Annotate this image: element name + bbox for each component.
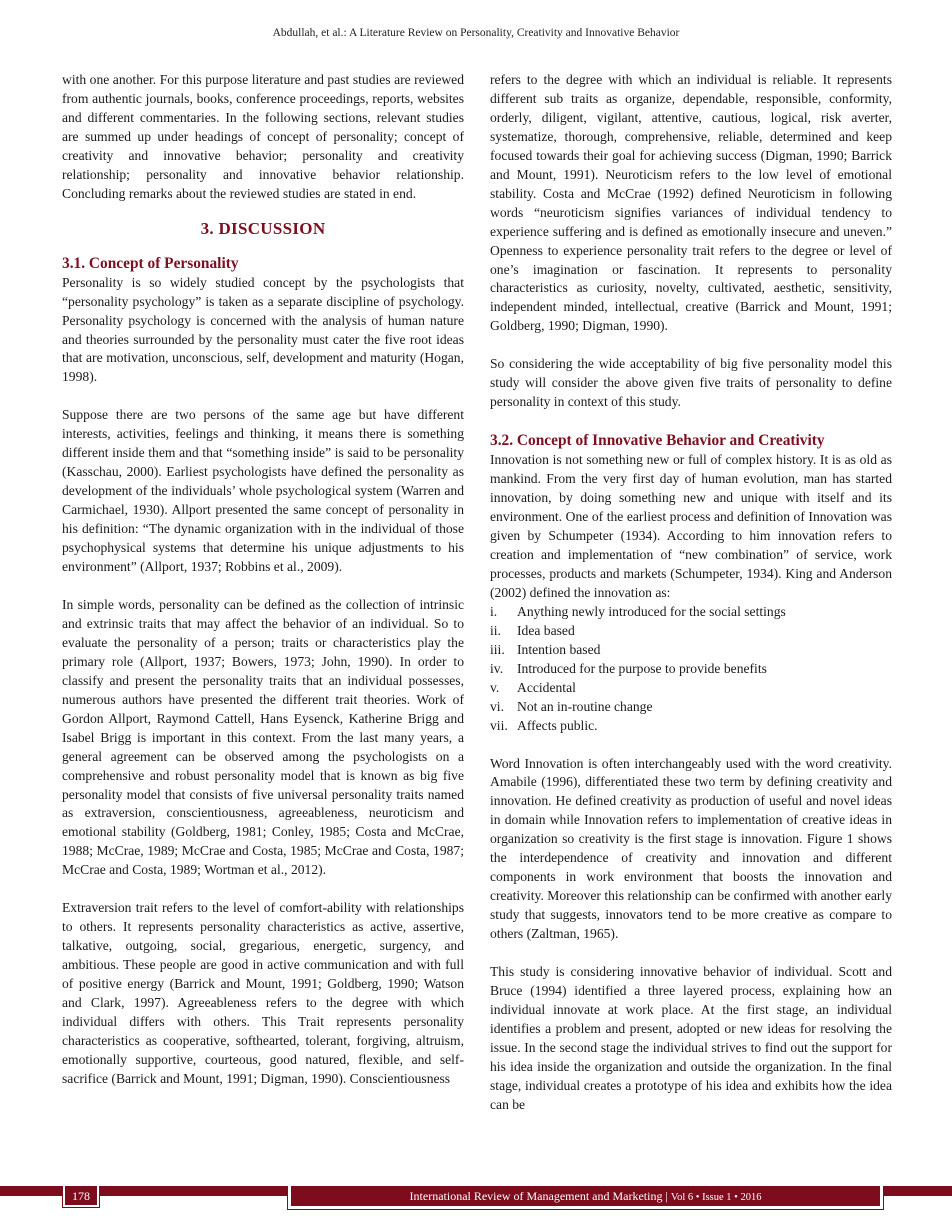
list-item: v. Accidental [490,679,576,695]
journal-name: International Review of Management and Marketing [409,1189,663,1203]
running-head: Abdullah, et al.: A Literature Review on Personality, Creativity and Innovative Behavior [272,27,680,39]
journal-footer-box [287,1186,884,1210]
paragraph: with one another. For this purpose literature and past studies are reviewed from authentic journals, books, conference proceedings, reports, websites and different commentaries. In the following sections, relevant studies are summed up under headings of concept of personality; concept of creativity and innovative behavior; personality and creativity relationship; personality and innovative behavior relationship. Concluding remarks about the reviewed studies are stated in end. [62,72,464,201]
subsection-title: 3.1. Concept of Personality [62,254,239,272]
list-item: iii. Intention based [490,641,601,657]
subsection-title: 3.2. Concept of Innovative Behavior and Creativity [490,432,825,450]
paragraph: Personality is so widely studied concept by the psychologists that “personality psychology” is taken as a separate discipline of psychology. Personality psychology is concerned with the analysis of human nature and theories surrounded by the personality must cater the five root ideas that are motivation, unconscious, self, development and maturity (Hogan, 1998). [62,274,464,385]
right-column [490,71,892,1115]
journal-issue: Vol 6 • Issue 1 • 2016 [670,1192,762,1203]
page-number: 178 [65,1186,97,1205]
paragraph: Suppose there are two persons of the same age but have different interests, activities, feelings and thinking, it means there is something different inside them and that “something inside” is said to be personality (Kasschau, 2000). Earliest psychologists have defined the personality as development of the individuals’ whole psychological system (Warren and Carmichael, 1930). Allport presented the same concept of personality in his definition: “The dynamic organization with in the individual of those psychophysical systems that determine his unique adjustments to his environment” (Allport, 1937; Robbins et al., 2009). [62,407,464,575]
paragraph: refers to the degree with which an individual is reliable. It represents different sub traits as organize, dependable, responsible, conformity, orderly, diligent, vigilant, attentive, cautious, logical, risk averter, systematize, thorough, comprehensive, reliable, determined and keep focused towards their goal for achieving success (Digman, 1990; Barrick and Mount, 1991). Neuroticism refers to the low level of emotional stability. Costa and McCrae (1992) defined Neuroticism in following words “neuroticism signifies variances of individual tendency to experience suffering and is defined as emotionally insecure and uneven.” Openness to experience personality trait refers to the degree or level of one’s imagination or fascination. It represents to personality characteristics as curiosity, novelty, cultivated, aesthetic, sensitivity, independent minded, intellectual, creative (Barrick and Mount, 1991; Goldberg, 1990; Digman, 1990). [490,72,892,334]
list-item: i. Anything newly introduced for the social settings [490,603,786,619]
list-item: vi. Not an in-routine change [490,698,653,714]
left-column [62,71,464,1089]
list-item: iv. Introduced for the purpose to provide benefits [490,660,767,676]
paragraph: Word Innovation is often interchangeably used with the word creativity. Amabile (1996), differentiated these two term by defining creativity and innovation. He defined creativity as production of useful and novel ideas in domain while Innovation refers to implementation of creative ideas in organization so creativity is the first stage is innovation. Figure 1 shows the interdependence of creativity and innovation and different components in work environment that boosts the innovation and creativity. Moreover this relationship can be confirmed with another early study that suggests, innovators tend to be more creative as compare to others (Zaltman, 1965). [490,755,892,942]
paragraph: In simple words, personality can be defined as the collection of intrinsic and extrinsic traits that may affect the behavior of an individual. So to evaluate the personality of a person; traits or characteristics play the primary role (Allport, 1937; Bowers, 1973; John, 1990). In order to classify and present the personality traits that an individual possesses, numerous authors have presented the different trait theories. Work of Gordon Allport, Raymond Cattell, Hans Eysenck, Katherine Brigg and Isabel Brigg is important in this context. From the last many years, a general agreement can be observed among the psychologists on a comprehensive and robust personality model that is known as big five personality model that consists of five universal personality traits named as extraversion, conscientiousness, agreeableness, neuroticism and emotional stability (Goldberg, 1981; Conley, 1985; Costa and McCrae, 1988; McCrae, 1989; McCrae and Costa, 1985; McCrae and Costa, 1987; McCrae and Costa, 1989; Wortman et al., 2012). [62,596,464,878]
journal-footer: International Review of Management and Marketing | Vol 6 • Issue 1 • 2016 [291,1186,880,1206]
list-item: vii. Affects public. [490,717,598,733]
section-title: 3. DISCUSSION [200,218,326,238]
paragraph: Extraversion trait refers to the level of comfort-ability with relationships to others. It represents personality characteristics as active, assertive, talkative, outgoing, social, gregarious, energetic, surgency, and ambitious. These people are good in active communication and with full of positive energy (Barrick and Mount, 1991; Goldberg, 1990; Watson and Clark, 1997). Agreeableness refers to the degree with which individual differs with others. This Trait represents personality characteristics as cooperative, softhearted, tolerant, forgiving, altruism, emotionally supportive, courteous, good natured, flexible, and self-sacrifice (Barrick and Mount, 1991; Digman, 1990). Conscientiousness [62,900,464,1086]
page-number-box [62,1186,100,1208]
innovation-list [490,603,892,736]
paragraph: This study is considering innovative behavior of individual. Scott and Bruce (1994) identified a three layered process, explaining how an individual innovate at work place. At the first stage, an individual identifies a problem and present, adopted or new ideas for resolving the issue. In the second stage the individual strives to find out the support for his idea inside the organization and outside the organization. In the final stage, individual creates a prototype of his idea and exhibits how the idea can be [490,964,892,1112]
list-item: ii. Idea based [490,622,575,638]
paragraph: So considering the wide acceptability of big five personality model this study will consider the above given five traits of personality to define personality in context of this study. [490,356,892,410]
paragraph: Innovation is not something new or full of complex history. It is as old as mankind. From the very first day of human evolution, man has started innovation, by doing something new and unique with itself and its environment. One of the earliest process and definition of Innovation was given by Schumpeter (1934). According to him innovation refers to creation and implementation of “new combination” of service, work processes, products and markets (Schumpeter, 1934). King and Anderson (2002) defined the innovation as: [490,452,892,600]
